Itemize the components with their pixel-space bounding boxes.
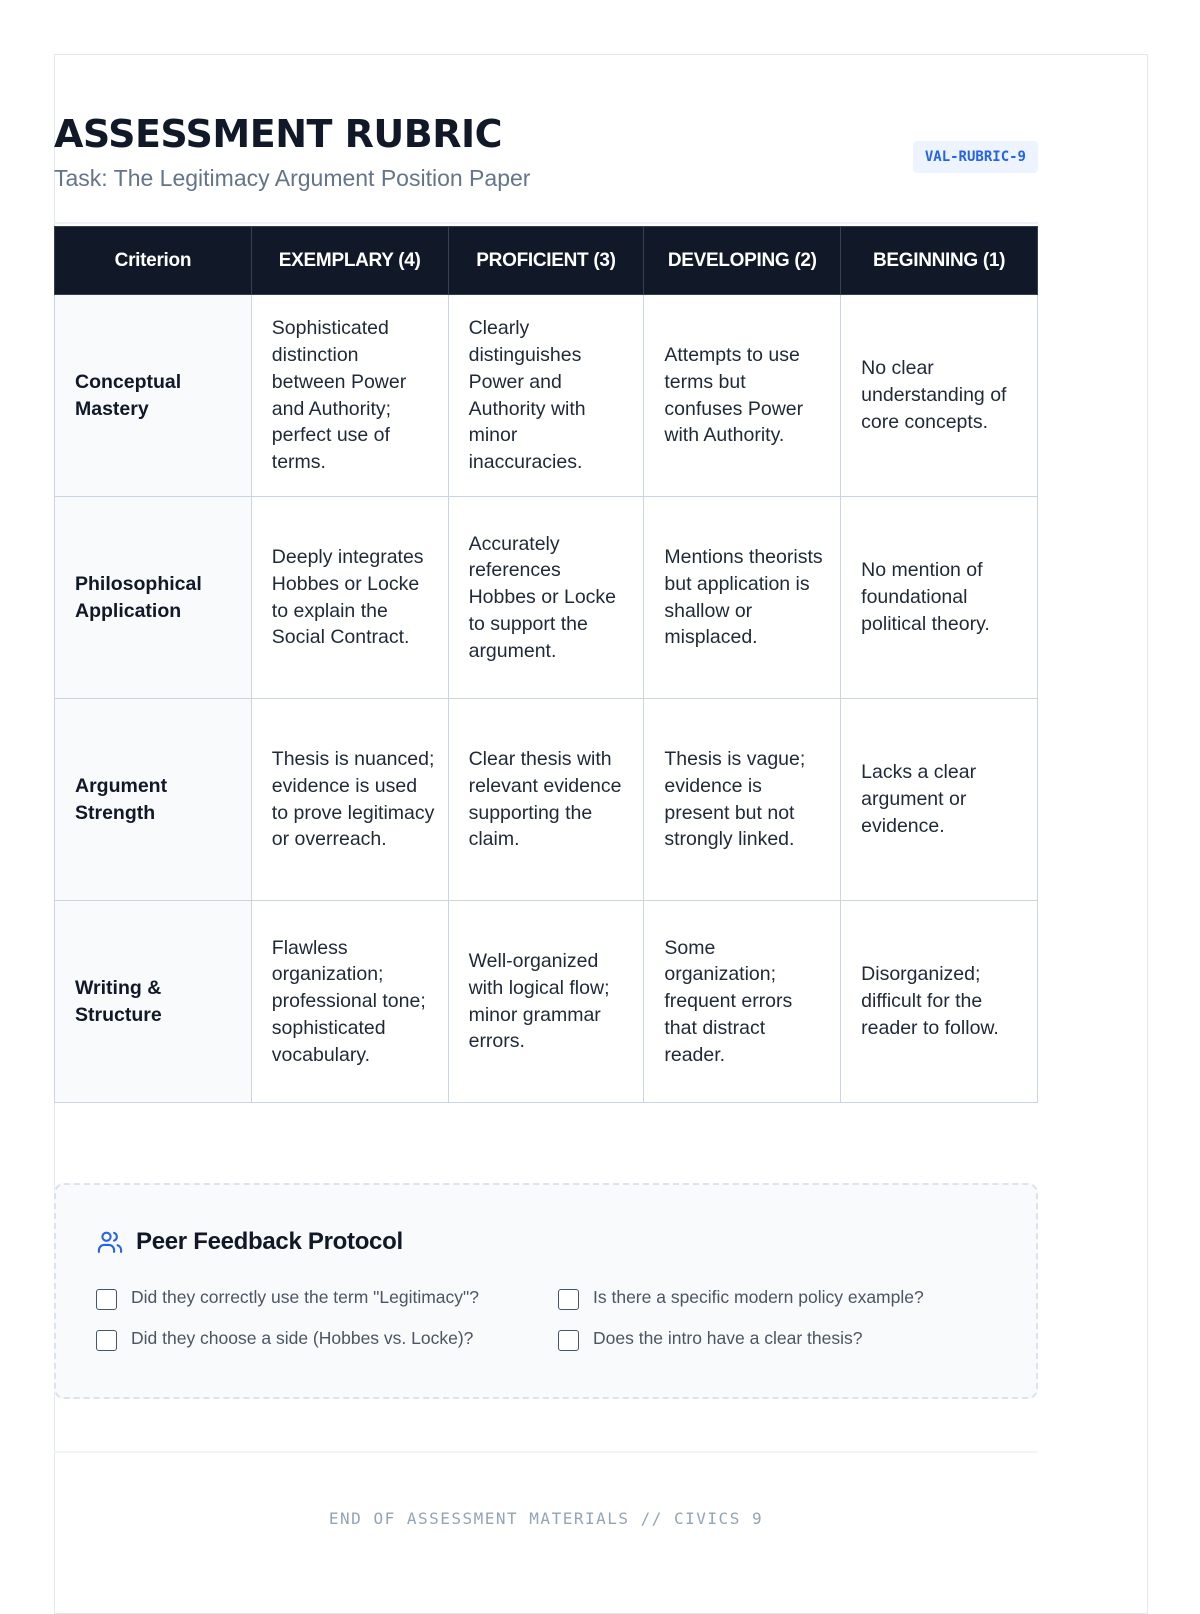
rubric-cell-exemplary: Flawless organization; professional tone; sophisticated vocabulary. [251, 901, 448, 1103]
table-row [55, 497, 1038, 699]
checklist-label: Did they choose a side (Hobbes vs. Locke)? [131, 1328, 474, 1348]
checklist-label: Is there a specific modern policy example? [593, 1287, 924, 1307]
column-header-criterion: Criterion [55, 227, 252, 295]
rubric-cell-developing: Mentions theorists but application is shallow or misplaced. [644, 497, 841, 699]
rubric-cell-developing: Some organization; frequent errors that distract reader. [644, 901, 841, 1103]
rubric-cell-exemplary: Deeply integrates Hobbes or Locke to explain the Social Contract. [251, 497, 448, 699]
document-header [54, 54, 1038, 224]
column-header-exemplary: EXEMPLARY (4) [251, 227, 448, 295]
rubric-cell-exemplary: Thesis is nuanced; evidence is used to prove legitimacy or overreach. [251, 699, 448, 901]
criterion-cell: Conceptual Mastery [55, 295, 252, 497]
rubric-cell-proficient: Accurately references Hobbes or Locke to support the argument. [448, 497, 644, 699]
table-row [55, 295, 1038, 497]
checklist-item-choose-side[interactable] [96, 1326, 473, 1351]
page-title: ASSESSMENT RUBRIC [54, 112, 503, 156]
peer-feedback-panel [54, 1183, 1038, 1399]
table-row [55, 699, 1038, 901]
users-icon [96, 1228, 124, 1256]
checklist-label: Does the intro have a clear thesis? [593, 1328, 863, 1348]
checkbox[interactable] [96, 1289, 117, 1310]
footer-divider [54, 1451, 1038, 1453]
rubric-cell-proficient: Clear thesis with relevant evidence supporting the claim. [448, 699, 644, 901]
rubric-cell-beginning: Lacks a clear argument or evidence. [841, 699, 1038, 901]
rubric-cell-developing: Thesis is vague; evidence is present but not strongly linked. [644, 699, 841, 901]
column-header-beginning: BEGINNING (1) [841, 227, 1038, 295]
table-row [55, 901, 1038, 1103]
checkbox[interactable] [558, 1289, 579, 1310]
rubric-cell-proficient: Well-organized with logical flow; minor grammar errors. [448, 901, 644, 1103]
peer-feedback-heading [96, 1227, 403, 1257]
criterion-cell: Argument Strength [55, 699, 252, 901]
peer-feedback-title: Peer Feedback Protocol [136, 1228, 403, 1255]
checklist-label: Did they correctly use the term "Legitimacy"? [131, 1287, 479, 1307]
checklist-item-thesis[interactable] [558, 1326, 862, 1351]
rubric-cell-proficient: Clearly distinguishes Power and Authority with minor inaccuracies. [448, 295, 644, 497]
checklist-item-policy-example[interactable] [558, 1285, 924, 1310]
rubric-cell-beginning: No clear understanding of core concepts. [841, 295, 1038, 497]
rubric-header-row [55, 227, 1038, 295]
task-subtitle: Task: The Legitimacy Argument Position Paper [54, 165, 531, 191]
checkbox[interactable] [96, 1330, 117, 1351]
criterion-cell: Writing & Structure [55, 901, 252, 1103]
document-id-badge: VAL-RUBRIC-9 [913, 141, 1038, 173]
rubric-cell-beginning: No mention of foundational political theory. [841, 497, 1038, 699]
rubric-cell-beginning: Disorganized; difficult for the reader to follow. [841, 901, 1038, 1103]
checkbox[interactable] [558, 1330, 579, 1351]
checklist-item-legitimacy[interactable] [96, 1285, 479, 1310]
criterion-cell: Philosophical Application [55, 497, 252, 699]
rubric-cell-developing: Attempts to use terms but confuses Power with Authority. [644, 295, 841, 497]
column-header-developing: DEVELOPING (2) [644, 227, 841, 295]
footer-text: END OF ASSESSMENT MATERIALS // CIVICS 9 [328, 1509, 764, 1528]
rubric-cell-exemplary: Sophisticated distinction between Power and Authority; perfect use of terms. [251, 295, 448, 497]
rubric-table [54, 226, 1038, 1103]
column-header-proficient: PROFICIENT (3) [448, 227, 644, 295]
